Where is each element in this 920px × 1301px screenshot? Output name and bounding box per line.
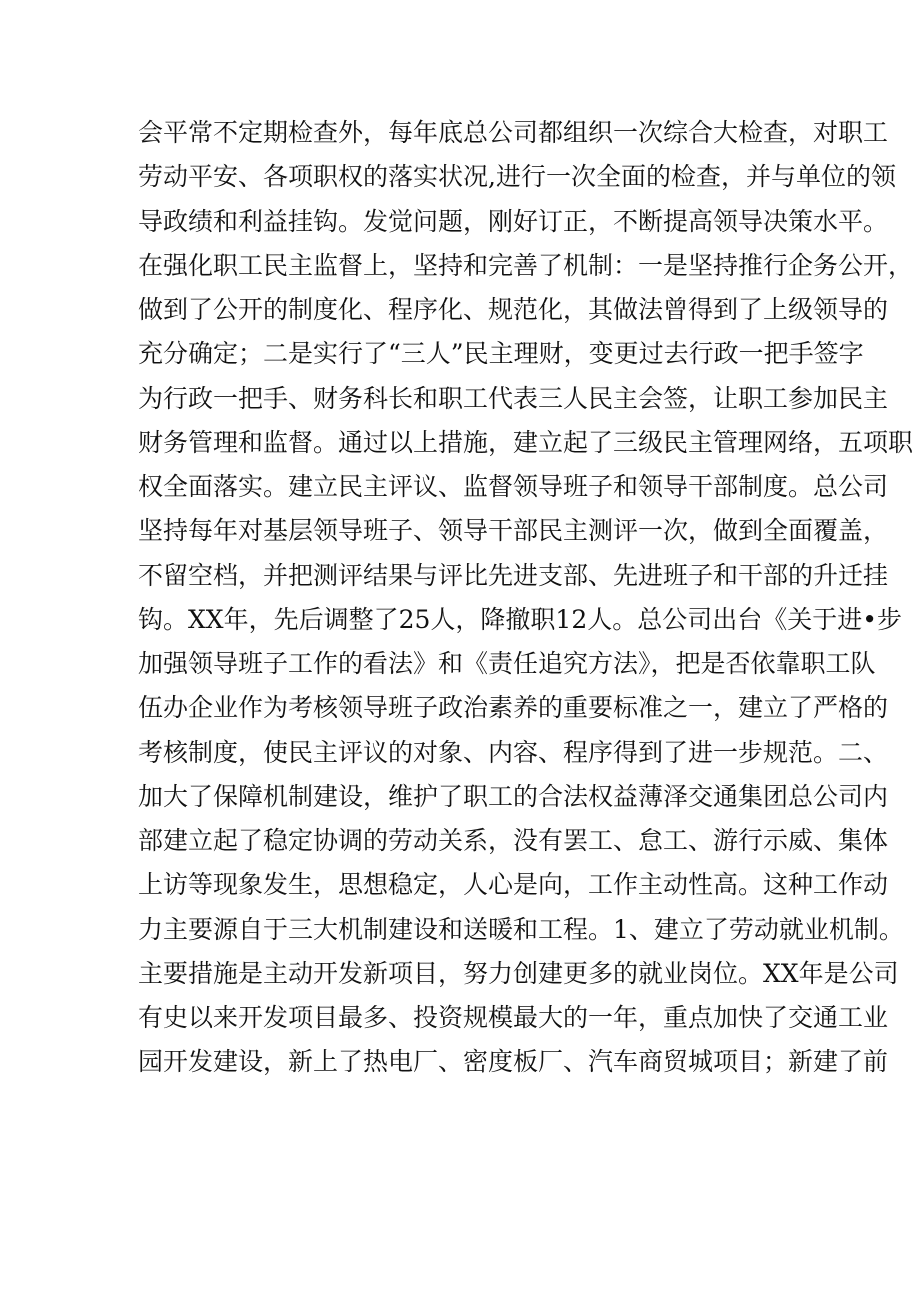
text-line: 充分确定；二是实行了“三人”民主理财，变更过去行政一把手签字 xyxy=(138,339,864,369)
text-line: 导政绩和利益挂钩。发觉问题，刚好订正，不断提高领导决策水平。 xyxy=(138,206,889,236)
body-text xyxy=(138,111,914,1085)
text-line: 主要措施是主动开发新项目，努力创建更多的就业岗位。XX年是公司 xyxy=(138,958,899,988)
text-line: 会平常不定期检查外，每年底总公司都组织一次综合大检查，对职工 xyxy=(138,118,889,147)
text-line: 权全面落实。建立民主评议、监督领导班子和领导干部制度。总公司 xyxy=(138,472,889,501)
text-line: 加强领导班子工作的看法》和《责任追究方法》，把是否依靠职工队 xyxy=(138,649,876,678)
text-line: 做到了公开的制度化、程序化、规范化，其做法曾得到了上级领导的 xyxy=(138,295,889,324)
text-line: 加大了保障机制建设，维护了职工的合法权益薄泽交通集团总公司内 xyxy=(138,781,889,811)
text-line: 不留空档，并把测评结果与评比先进支部、先进班子和干部的升迁挂 xyxy=(138,560,889,590)
text-line: 力主要源自于三大机制建设和送暖和工程。1、建立了劳动就业机制。 xyxy=(138,914,904,944)
text-line: 考核制度，使民主评议的对象、内容、程序得到了进一步规范。二、 xyxy=(138,737,889,767)
text-line: 园开发建设，新上了热电厂、密度板厂、汽车商贸城项目；新建了前 xyxy=(138,1047,889,1077)
text-line: 钩。XX年，先后调整了25人，降撤职12人。总公司出台《关于进•步 xyxy=(138,604,902,634)
text-line: 部建立起了稳定协调的劳动关系，没有罢工、怠工、游行示威、集体 xyxy=(138,826,889,855)
text-line: 伍办企业作为考核领导班子政治素养的重要标准之一，建立了严格的 xyxy=(138,693,889,723)
text-line: 财务管理和监督。通过以上措施，建立起了三级民主管理网络，五项职 xyxy=(138,427,914,457)
text-line: 为行政一把手、财务科长和职工代表三人民主会签，让职工参加民主 xyxy=(138,383,889,413)
text-line: 在强化职工民主监督上，坚持和完善了机制：一是坚持推行企务公开， xyxy=(138,250,914,280)
text-line: 上访等现象发生，思想稳定，人心是向，工作主动性高。这种工作动 xyxy=(138,870,889,900)
text-line: 劳动平安、各项职权的落实状况,进行一次全面的检查，并与单位的领 xyxy=(138,162,896,192)
text-line: 有史以来开发项目最多、投资规模最大的一年，重点加快了交通工业 xyxy=(138,1003,889,1032)
text-line: 坚持每年对基层领导班子、领导干部民主测评一次，做到全面覆盖， xyxy=(138,516,889,546)
